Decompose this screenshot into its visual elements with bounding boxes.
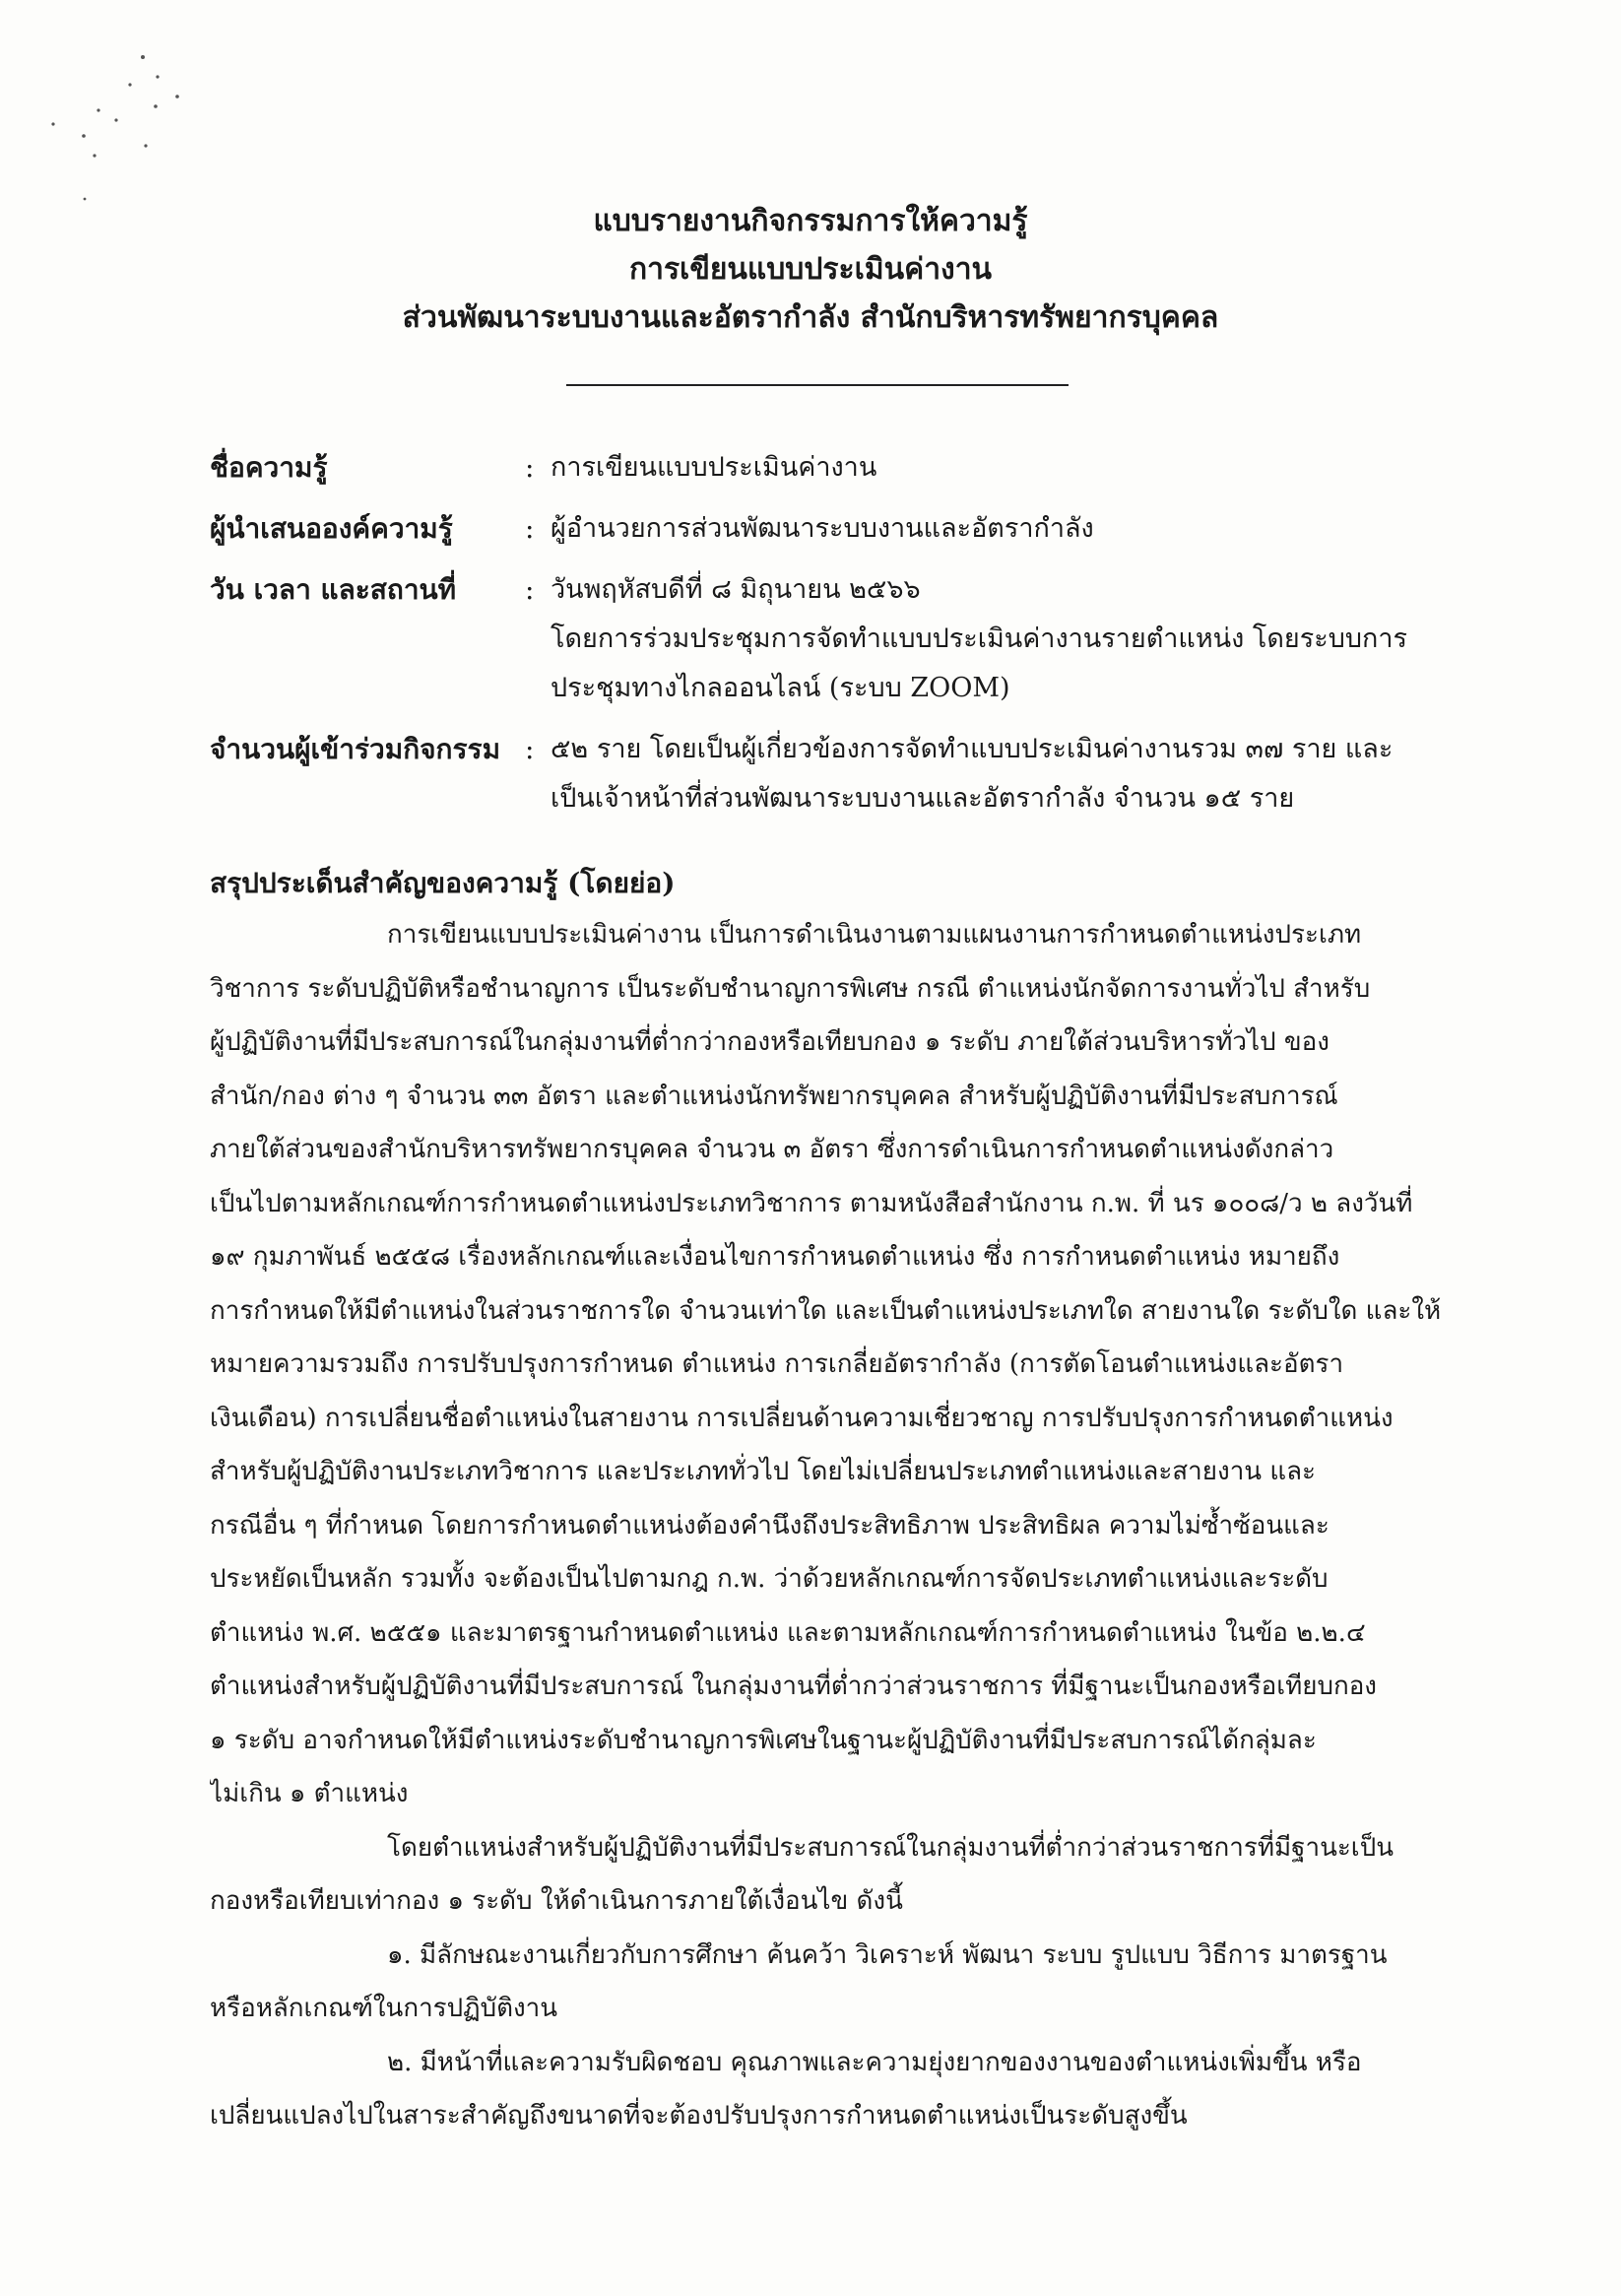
paragraph-line: การเขียนแบบประเมินค่างาน เป็นการดำเนินงานตามแผนงานการกำหนดตำแหน่งประเภท — [387, 920, 1362, 950]
summary-body — [210, 908, 1441, 2143]
paragraph-line: การกำหนดให้มีตำแหน่งในส่วนราชการใด จำนวนเท่าใด และเป็นตำแหน่งประเภทใด สายงานใด ระดับใด และให้ — [210, 1295, 1441, 1326]
field-colon: : — [525, 733, 535, 765]
field-value: ๕๒ ราย โดยเป็นผู้เกี่ยวข้องการจัดทำแบบประเมินค่างานรวม ๓๗ ราย และ — [551, 734, 1394, 764]
paragraph-line: สำหรับผู้ปฏิบัติงานประเภทวิชาการ และประเภททั่วไป โดยไม่เปลี่ยนประเภทตำแหน่งและสายงาน และ — [210, 1457, 1317, 1486]
field-colon: : — [525, 512, 535, 545]
list-item-line: ๒. มีหน้าที่และความรับผิดชอบ คุณภาพและความยุ่งยากของงานของตำแหน่งเพิ่มขึ้น หรือ — [387, 2047, 1362, 2077]
field-presenter — [210, 504, 1451, 554]
field-label: จำนวนผู้เข้าร่วมกิจกรรม — [210, 733, 501, 765]
list-item-line: หรือหลักเกณฑ์ในการปฏิบัติงาน — [210, 1994, 558, 2023]
paragraph-line: วิชาการ ระดับปฏิบัติหรือชำนาญการ เป็นระดับชำนาญการพิเศษ กรณี ตำแหน่งนักจัดการงานทั่วไป สำหรับ — [210, 973, 1371, 1004]
paragraph-line: กรณีอื่น ๆ ที่กำหนด โดยการกำหนดตำแหน่งต้องคำนึงถึงประสิทธิภาพ ประสิทธิผล ความไม่ซ้ำซ้อนและ — [210, 1510, 1329, 1541]
paragraph-line: ตำแหน่งสำหรับผู้ปฏิบัติงานที่มีประสบการณ์ ในกลุ่มงานที่ต่ำกว่าส่วนราชการ ที่มีฐานะเป็นกองหรือเทียบกอง — [210, 1672, 1378, 1701]
paragraph-line: ไม่เกิน ๑ ตำแหน่ง — [210, 1779, 409, 1808]
paragraph-line: ผู้ปฏิบัติงานที่มีประสบการณ์ในกลุ่มงานที่ต่ำกว่ากองหรือเทียบกอง ๑ ระดับ ภายใต้ส่วนบริหารทั่วไป ของ — [210, 1027, 1329, 1057]
paragraph-line: สำนัก/กอง ต่าง ๆ จำนวน ๓๓ อัตรา และตำแหน่งนักทรัพยากรบุคคล สำหรับผู้ปฏิบัติงานที่มีประสบการณ์ — [210, 1081, 1338, 1111]
paragraph-line: ภายใต้ส่วนของสำนักบริหารทรัพยากรบุคคล จำนวน ๓ อัตรา ซึ่งการดำเนินการกำหนดตำแหน่งดังกล่าว — [210, 1135, 1334, 1164]
paragraph-line: โดยตำแหน่งสำหรับผู้ปฏิบัติงานที่มีประสบการณ์ในกลุ่มงานที่ต่ำกว่าส่วนราชการที่มีฐานะเป็น — [387, 1832, 1394, 1863]
field-topic — [210, 443, 1451, 492]
paragraph-line: กองหรือเทียบเท่ากอง ๑ ระดับ ให้ดำเนินการภายใต้เงื่อนไข ดังนี้ — [210, 1886, 903, 1916]
paragraph-line: เป็นไปตามหลักเกณฑ์การกำหนดตำแหน่งประเภทวิชาการ ตามหนังสือสำนักงาน ก.พ. ที่ นร ๑๐๐๘/ว ๒ ลงวันที่ — [210, 1188, 1413, 1218]
field-value: โดยการร่วมประชุมการจัดทำแบบประเมินค่างานรายตำแหน่ง โดยระบบการ — [551, 623, 1407, 654]
field-colon: : — [525, 573, 535, 606]
field-value: วันพฤหัสบดีที่ ๘ มิถุนายน ๒๕๖๖ — [551, 574, 921, 605]
header-title: แบบรายงานกิจกรรมการให้ความรู้ — [593, 204, 1028, 238]
list-item-line: เปลี่ยนแปลงไปในสาระสำคัญถึงขนาดที่จะต้องปรับปรุงการกำหนดตำแหน่งเป็นระดับสูงขึ้น — [210, 2101, 1188, 2131]
header-divider — [566, 384, 1069, 386]
paragraph-line: ตำแหน่ง พ.ศ. ๒๕๕๑ และมาตรฐานกำหนดตำแหน่ง และตามหลักเกณฑ์การกำหนดตำแหน่ง ในข้อ ๒.๒.๔ — [210, 1617, 1366, 1648]
field-value: ผู้อำนวยการส่วนพัฒนาระบบงานและอัตรากำลัง — [551, 513, 1094, 544]
document-header — [0, 197, 1621, 342]
paragraph-line: เงินเดือน) การเปลี่ยนชื่อตำแหน่งในสายงาน การเปลี่ยนด้านความเชี่ยวชาญ การปรับปรุงการกำหนดตำแหน่ง — [210, 1403, 1394, 1433]
field-participants — [210, 725, 1451, 823]
paragraph-line: ๑ ระดับ อาจกำหนดให้มีตำแหน่งระดับชำนาญการพิเศษในฐานะผู้ปฏิบัติงานที่มีประสบการณ์ได้กลุ่มละ — [210, 1725, 1317, 1755]
header-department: ส่วนพัฒนาระบบงานและอัตรากำลัง สำนักบริหารทรัพยากรบุคคล — [402, 300, 1219, 335]
list-item-line: ๑. มีลักษณะงานเกี่ยวกับการศึกษา ค้นคว้า วิเคราะห์ พัฒนา ระบบ รูปแบบ วิธีการ มาตรฐาน — [387, 1939, 1388, 1970]
scan-specks — [39, 30, 197, 217]
paragraph-line: หมายความรวมถึง การปรับปรุงการกำหนด ตำแหน่ง การเกลี่ยอัตรากำลัง (การตัดโอนตำแหน่งและอัตรา — [210, 1349, 1344, 1379]
info-fields — [210, 443, 1451, 835]
summary-heading: สรุปประเด็นสำคัญของความรู้ (โดยย่อ) — [210, 867, 676, 899]
field-colon: : — [525, 451, 535, 484]
field-value: การเขียนแบบประเมินค่างาน — [551, 452, 877, 483]
paragraph-line: ๑๙ กุมภาพันธ์ ๒๕๕๘ เรื่องหลักเกณฑ์และเงื่อนไขการกำหนดตำแหน่ง ซึ่ง การกำหนดตำแหน่ง หมายถึง — [210, 1242, 1340, 1272]
field-value: ประชุมทางไกลออนไลน์ (ระบบ ZOOM) — [551, 673, 1010, 703]
field-label: วัน เวลา และสถานที่ — [210, 573, 457, 606]
field-datetime-place — [210, 565, 1451, 713]
field-value: เป็นเจ้าหน้าที่ส่วนพัฒนาระบบงานและอัตรากำลัง จำนวน ๑๕ ราย — [551, 783, 1295, 814]
field-label: ชื่อความรู้ — [210, 451, 328, 484]
header-subject: การเขียนแบบประเมินค่างาน — [628, 252, 993, 287]
paragraph-line: ประหยัดเป็นหลัก รวมทั้ง จะต้องเป็นไปตามกฎ ก.พ. ว่าด้วยหลักเกณฑ์การจัดประเภทตำแหน่งและระดับ — [210, 1564, 1329, 1594]
field-label: ผู้นำเสนอองค์ความรู้ — [210, 512, 453, 545]
